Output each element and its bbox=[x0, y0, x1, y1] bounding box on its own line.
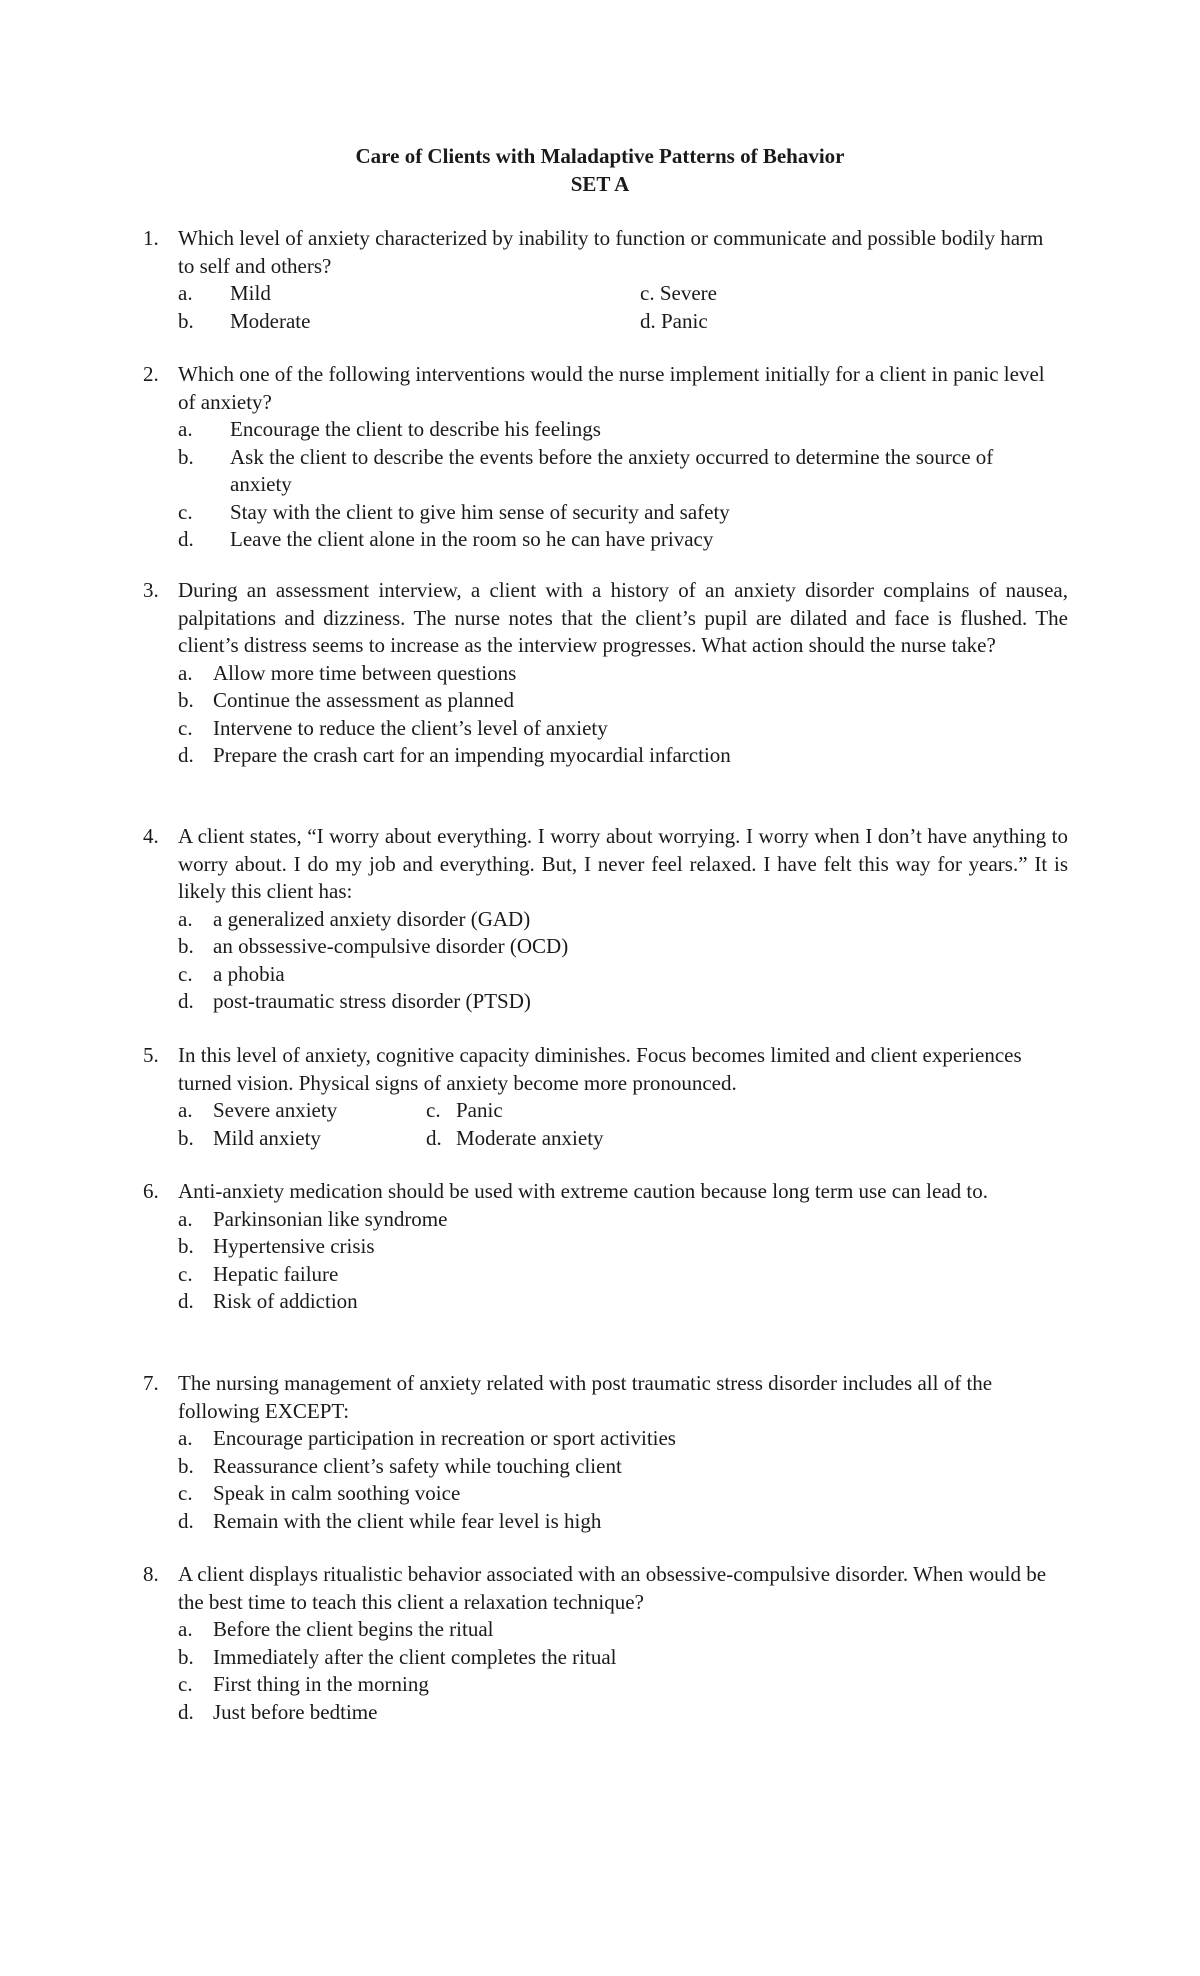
question-text: In this level of anxiety, cognitive capacity diminishes. Focus becomes limited and client experiences turned vision. Physical signs of anxiety become more pronounced. bbox=[178, 1043, 1022, 1095]
option-text: Moderate bbox=[230, 308, 311, 333]
option-letter: d. bbox=[178, 1699, 194, 1724]
option-letter: a. bbox=[178, 1098, 193, 1122]
option-letter: a. bbox=[178, 1426, 193, 1450]
option-item bbox=[178, 499, 1073, 527]
option-letter: c. bbox=[178, 499, 193, 524]
question-7 bbox=[143, 1370, 1073, 1535]
option-item bbox=[178, 715, 1073, 743]
option-text: Before the client begins the ritual bbox=[213, 1617, 494, 1641]
option-item bbox=[178, 742, 1073, 770]
option-text: Stay with the client to give him sense of security and safety bbox=[230, 499, 730, 524]
option-letter: a. bbox=[178, 417, 193, 441]
option-item bbox=[178, 1671, 1073, 1699]
option-text: Remain with the client while fear level is high bbox=[213, 1508, 602, 1533]
option-letter: c. bbox=[178, 1481, 193, 1505]
question-number: 6. bbox=[143, 1179, 159, 1203]
option-letter: b. bbox=[178, 1644, 194, 1669]
question-text: Which level of anxiety characterized by inability to function or communicate and possible bodily harm to self and others? bbox=[178, 226, 1044, 278]
option-text: a phobia bbox=[213, 961, 285, 986]
option-text: Hepatic failure bbox=[213, 1261, 339, 1286]
option-item bbox=[178, 1616, 1073, 1644]
option-letter: b. bbox=[178, 308, 194, 333]
question-3 bbox=[143, 577, 1073, 770]
option-list bbox=[143, 1616, 1073, 1726]
option-item bbox=[178, 1508, 1073, 1536]
option-text: d. Panic bbox=[640, 308, 708, 333]
question-text: The nursing management of anxiety related with post traumatic stress disorder includes all of the following EXCEPT: bbox=[178, 1371, 993, 1423]
option-list bbox=[143, 416, 1073, 554]
option-row bbox=[143, 1125, 1073, 1153]
option-text: Encourage participation in recreation or sport activities bbox=[213, 1426, 676, 1450]
option-text: Reassurance client’s safety while touching client bbox=[213, 1453, 622, 1478]
option-text: Immediately after the client completes the ritual bbox=[213, 1644, 617, 1669]
option-text: Prepare the crash cart for an impending myocardial infarction bbox=[213, 743, 731, 767]
option-letter: c. bbox=[178, 715, 193, 740]
option-letter: d. bbox=[178, 1289, 194, 1313]
option-text: Leave the client alone in the room so he can have privacy bbox=[230, 527, 714, 551]
option-text: c. Severe bbox=[640, 281, 717, 305]
option-text: Encourage the client to describe his feelings bbox=[230, 417, 601, 441]
option-item bbox=[178, 416, 1073, 444]
option-text: post-traumatic stress disorder (PTSD) bbox=[213, 989, 531, 1013]
option-letter: b. bbox=[178, 1125, 194, 1150]
question-1 bbox=[143, 225, 1073, 335]
option-text: Continue the assessment as planned bbox=[213, 688, 514, 712]
option-text: Parkinsonian like syndrome bbox=[213, 1206, 448, 1231]
question-6 bbox=[143, 1178, 1073, 1316]
option-letter: a. bbox=[178, 281, 193, 305]
option-letter: a. bbox=[178, 1206, 193, 1231]
option-list bbox=[143, 660, 1073, 770]
option-item bbox=[178, 687, 1073, 715]
question-4 bbox=[143, 823, 1073, 1016]
question-text: Which one of the following interventions would the nurse implement initially for a client in panic level of anxiety? bbox=[178, 362, 1045, 414]
option-text: Risk of addiction bbox=[213, 1289, 358, 1313]
option-letter: a. bbox=[178, 906, 193, 931]
document-subtitle: SET A bbox=[570, 172, 630, 196]
question-text: A client displays ritualistic behavior associated with an obsessive-compulsive disorder. When would be the best time to teach this client a relaxation technique? bbox=[178, 1562, 1047, 1614]
option-text: Just before bedtime bbox=[213, 1699, 378, 1724]
question-number: 8. bbox=[143, 1562, 159, 1586]
option-item bbox=[178, 1453, 1073, 1481]
option-list bbox=[143, 1206, 1073, 1316]
option-letter: d. bbox=[178, 527, 194, 551]
question-2 bbox=[143, 361, 1073, 554]
question-number: 1. bbox=[143, 226, 159, 250]
option-row bbox=[143, 280, 1073, 308]
option-letter: b. bbox=[178, 1453, 194, 1478]
option-item bbox=[178, 1699, 1073, 1727]
option-text: Mild anxiety bbox=[213, 1125, 321, 1150]
question-text: During an assessment interview, a client with a history of an anxiety disorder complains of nausea, palpitations and dizziness. The nurse notes that the client’s pupil are dilated and face is flushed. The client’s distress seems to increase as the interview progresses. What action should the nurse take? bbox=[178, 578, 1068, 657]
option-row bbox=[143, 1097, 1073, 1125]
option-letter: c. bbox=[178, 1672, 193, 1696]
question-text: Anti-anxiety medication should be used with extreme caution because long term use can lead to. bbox=[178, 1179, 988, 1203]
option-letter: d. bbox=[426, 1125, 442, 1150]
option-item bbox=[178, 1480, 1073, 1508]
option-item bbox=[178, 1233, 1073, 1261]
option-letter: c. bbox=[426, 1098, 441, 1122]
question-8 bbox=[143, 1561, 1073, 1726]
option-item bbox=[178, 933, 1073, 961]
option-letter: b. bbox=[178, 688, 194, 712]
question-number: 7. bbox=[143, 1371, 159, 1395]
option-item bbox=[178, 961, 1073, 989]
option-text: Speak in calm soothing voice bbox=[213, 1481, 461, 1505]
option-item bbox=[178, 1644, 1073, 1672]
option-letter: a. bbox=[178, 1617, 193, 1641]
option-text: Severe anxiety bbox=[213, 1098, 338, 1122]
option-text: Intervene to reduce the client’s level of anxiety bbox=[213, 715, 608, 740]
option-letter: b. bbox=[178, 444, 194, 469]
question-number: 3. bbox=[143, 578, 159, 602]
option-list bbox=[143, 906, 1073, 1016]
option-letter: d. bbox=[178, 1508, 194, 1533]
option-text: Moderate anxiety bbox=[456, 1125, 604, 1150]
question-number: 4. bbox=[143, 824, 159, 848]
option-text: First thing in the morning bbox=[213, 1672, 429, 1696]
option-item bbox=[178, 1261, 1073, 1289]
option-letter: d. bbox=[178, 989, 194, 1013]
question-5 bbox=[143, 1042, 1073, 1152]
question-text: A client states, “I worry about everything. I worry about worrying. I worry when I don’t have anything to worry about. I do my job and everything. But, I never feel relaxed. I have felt this way for years.” It is likely this client has: bbox=[178, 824, 1068, 903]
question-number: 2. bbox=[143, 362, 159, 386]
option-letter: b. bbox=[178, 1234, 194, 1258]
option-item bbox=[178, 444, 1030, 499]
option-item bbox=[178, 1425, 1073, 1453]
option-letter: d. bbox=[178, 743, 194, 767]
option-letter: b. bbox=[178, 934, 194, 958]
option-item bbox=[178, 906, 1073, 934]
option-text: Mild bbox=[230, 281, 271, 305]
option-letter: a. bbox=[178, 660, 193, 685]
option-item bbox=[178, 1288, 1073, 1316]
option-letter: c. bbox=[178, 961, 193, 986]
question-number: 5. bbox=[143, 1043, 159, 1067]
option-text: a generalized anxiety disorder (GAD) bbox=[213, 906, 531, 931]
option-text: Ask the client to describe the events before the anxiety occurred to determine the source of anxiety bbox=[230, 444, 994, 496]
option-text: Hypertensive crisis bbox=[213, 1234, 375, 1258]
option-text: an obssessive-compulsive disorder (OCD) bbox=[213, 934, 569, 958]
document-title: Care of Clients with Maladaptive Patterns of Behavior bbox=[355, 144, 845, 168]
option-letter: c. bbox=[178, 1261, 193, 1286]
option-text: Allow more time between questions bbox=[213, 660, 517, 685]
option-item bbox=[178, 526, 1073, 554]
option-item bbox=[178, 660, 1073, 688]
option-item bbox=[178, 988, 1073, 1016]
option-text: Panic bbox=[456, 1098, 503, 1122]
option-list bbox=[143, 1425, 1073, 1535]
option-item bbox=[178, 1206, 1073, 1234]
option-row bbox=[143, 308, 1073, 336]
